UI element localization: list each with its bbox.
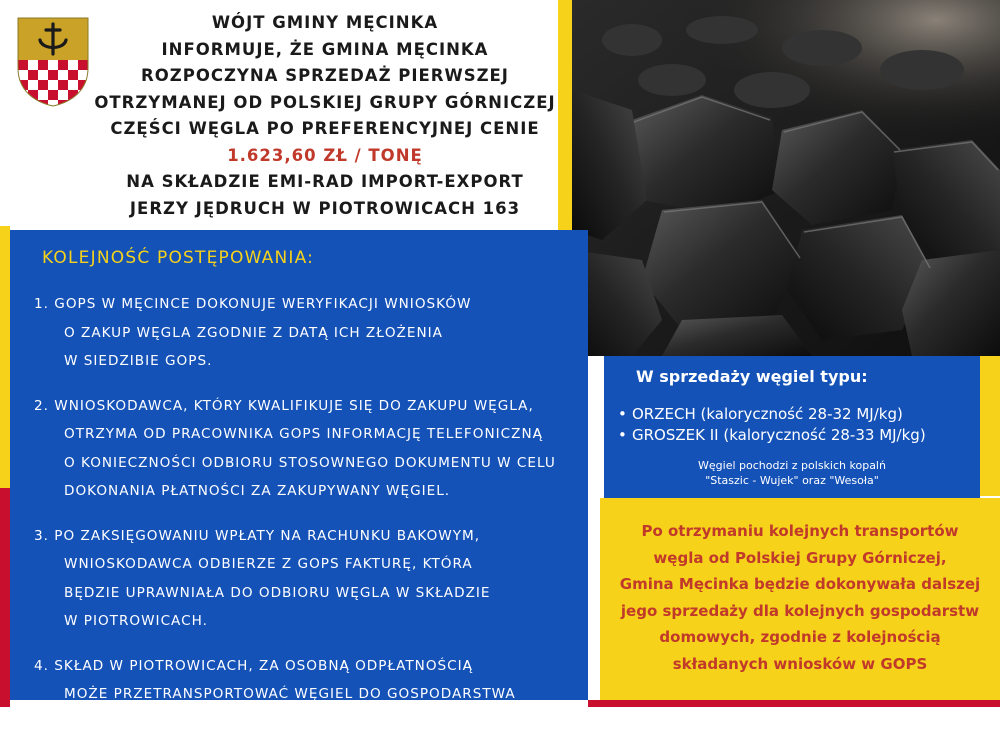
step-line: 2. WNIOSKODAWCA, KTÓRY KWALIFIKUJE SIĘ DO ZAKUPU WĘGLA, xyxy=(34,397,534,414)
step-line: BĘDZIE UPRAWNIAŁA DO ODBIORU WĘGLA W SKŁADZIE xyxy=(64,584,491,601)
left-red-stripe xyxy=(0,488,10,707)
coal-types-title: W sprzedaży węgiel typu: xyxy=(636,367,868,386)
notice-line: domowych, zgodnie z kolejnością xyxy=(659,628,941,646)
header-line: WÓJT GMINY MĘCINKA xyxy=(211,13,439,32)
procedure-step-4 xyxy=(34,652,584,738)
bullet-icon: • xyxy=(618,405,627,423)
step-line: O KONIECZNOŚCI ODBIORU STOSOWNEGO DOKUMENTU W CELU xyxy=(64,454,556,471)
coal-photo xyxy=(572,0,1000,356)
step-line: MOŻE PRZETRANSPORTOWAĆ WĘGIEL DO GOSPODARSTWA xyxy=(64,686,516,702)
header-line: INFORMUJE, ŻE GMINA MĘCINKA xyxy=(161,39,489,59)
step-line: W SIEDZIBIE GOPS. xyxy=(64,353,213,369)
step-line: OTRZYMA OD PRACOWNIKA GOPS INFORMACJĘ TELEFONICZNĄ xyxy=(64,426,543,442)
coat-of-arms-icon xyxy=(16,16,90,108)
left-yellow-stripe xyxy=(0,226,10,488)
header-line: CZĘŚCI WĘGLA PO PREFERENCYJNEJ CENIE xyxy=(110,119,540,138)
header-line: ROZPOCZYNA SPRZEDAŻ PIERWSZEJ xyxy=(141,66,509,85)
procedure-step-1 xyxy=(34,290,584,376)
procedure-panel xyxy=(10,230,588,731)
header-location-line: NA SKŁADZIE EMI-RAD IMPORT-EXPORT xyxy=(126,172,524,191)
header-announcement xyxy=(90,10,560,222)
step-line: 4. SKŁAD W PIOTROWICACH, ZA OSOBNĄ ODPŁATNOŚCIĄ xyxy=(34,657,473,674)
coal-type-item xyxy=(618,425,926,446)
coal-types-list xyxy=(618,404,926,446)
price-per-ton: 1.623,60 ZŁ / TONĘ xyxy=(227,145,423,165)
coal-origin-line: Węgiel pochodzi z polskich kopalń xyxy=(698,459,886,472)
step-line: O ZAKUP WĘGLA ZGODNIE Z DATĄ ICH ZŁOŻENIA xyxy=(64,324,443,341)
procedure-steps xyxy=(34,290,584,753)
future-sales-notice xyxy=(600,498,1000,700)
header-line: OTRZYMANEJ OD POLSKIEJ GRUPY GÓRNICZEJ xyxy=(94,92,556,112)
procedure-step-3 xyxy=(34,522,584,636)
coal-type-item xyxy=(618,404,926,425)
bottom-red-stripe xyxy=(588,700,1000,707)
coal-origin-note xyxy=(604,458,980,488)
notice-line: Gmina Męcinka będzie dokonywała dalszej xyxy=(619,575,981,593)
coal-types-box xyxy=(604,356,980,498)
coal-type-label: GROSZEK II (kaloryczność 28-33 MJ/kg) xyxy=(632,426,926,444)
step-line: W PIOTROWICACH. xyxy=(64,613,208,629)
step-line: 1. GOPS W MĘCINCE DOKONUJE WERYFIKACJI WNIOSKÓW xyxy=(34,296,472,312)
procedure-step-2 xyxy=(34,392,584,506)
procedure-title: KOLEJNOŚĆ POSTĘPOWANIA: xyxy=(42,248,315,268)
coal-type-label: ORZECH (kaloryczność 28-32 MJ/kg) xyxy=(632,405,903,423)
step-line: DOMOWEGO. xyxy=(64,714,164,731)
notice-line: składanych wniosków w GOPS xyxy=(672,654,928,673)
step-line: WNIOSKODAWCA ODBIERZE Z GOPS FAKTURĘ, KTÓRA xyxy=(64,556,473,572)
notice-line: jego sprzedaży dla kolejnych gospodarstw xyxy=(620,601,980,620)
step-line: DOKONANIA PŁATNOŚCI ZA ZAKUPYWANY WĘGIEL. xyxy=(64,483,451,499)
step-line: 3. PO ZAKSIĘGOWANIU WPŁATY NA RACHUNKU BAKOWYM, xyxy=(34,527,481,544)
notice-line: Po otrzymaniu kolejnych transportów xyxy=(641,522,959,540)
notice-line: węgla od Polskiej Grupy Górniczej, xyxy=(653,548,947,567)
middle-yellow-stripe xyxy=(558,0,572,230)
future-sales-text xyxy=(600,518,1000,677)
bullet-icon: • xyxy=(618,426,627,444)
header-location-line: JERZY JĘDRUCH W PIOTROWICACH 163 xyxy=(129,198,521,218)
coal-origin-line: "Staszic - Wujek" oraz "Wesoła" xyxy=(705,474,879,487)
